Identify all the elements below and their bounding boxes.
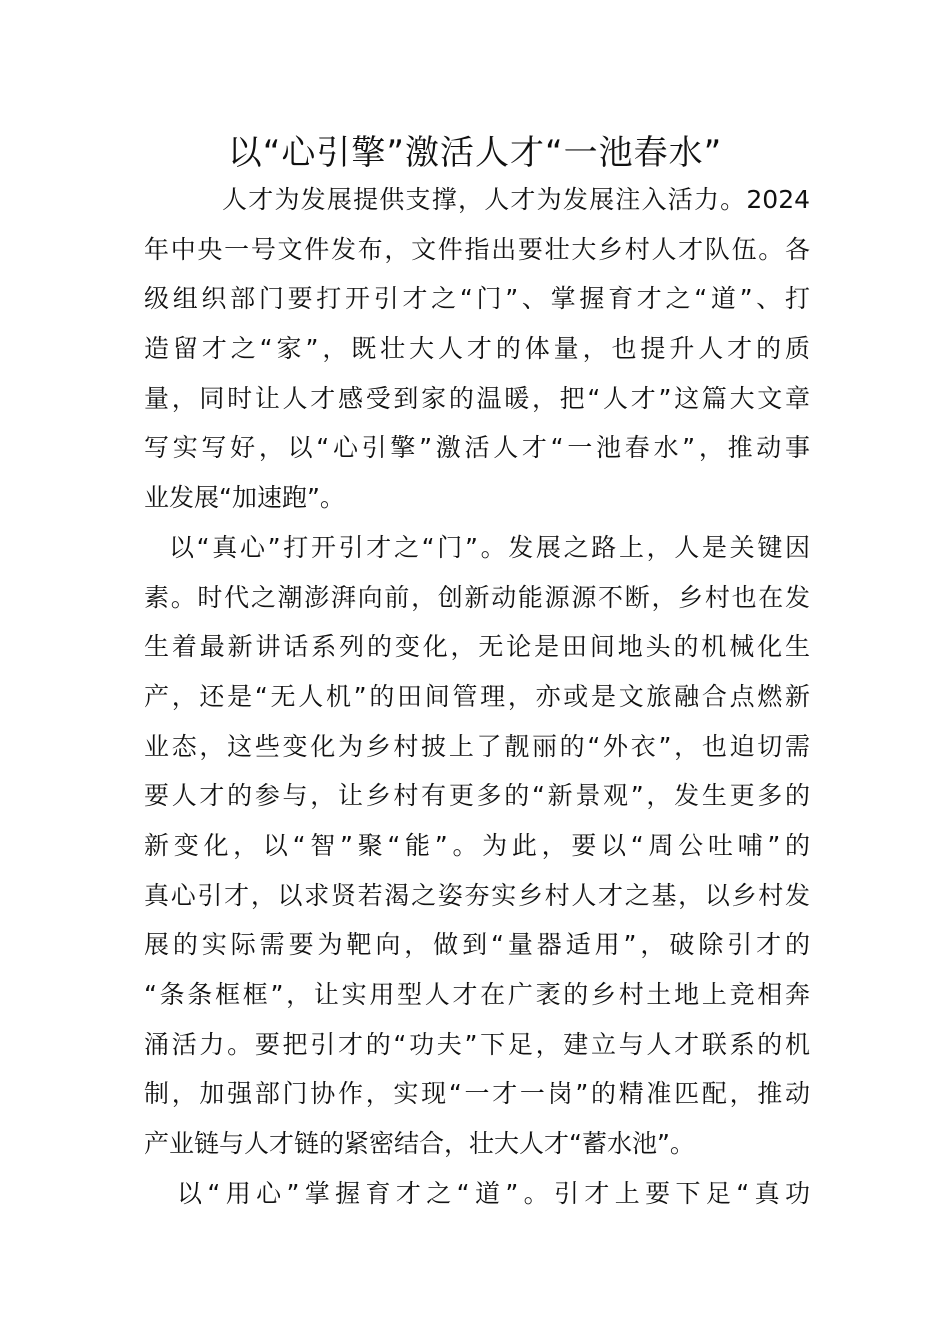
paragraph-intro: [144, 175, 810, 523]
text-line: 业态，这些变化为乡村披上了靓丽的“外衣”，也迫切需: [144, 731, 810, 761]
text-line: 制，加强部门协作，实现“一才一岗”的精准匹配，推动: [144, 1079, 810, 1109]
text-line: 新变化，以“智”聚“能”。为此，要以“周公吐哺”的: [144, 830, 810, 860]
text-line: 量，同时让人才感受到家的温暖，把“人才”这篇大文章: [144, 383, 810, 413]
text-line: 年中央一号文件发布，文件指出要壮大乡村人才队伍。各: [144, 234, 810, 264]
text-line: 生着最新讲话系列的变化，无论是田间地头的机械化生: [144, 632, 810, 662]
text-line: 写实写好，以“心引擎”激活人才“一池春水”，推动事: [144, 433, 810, 463]
text-line: 以“用心”掌握育才之“道”。引才上要下足“真功: [177, 1178, 810, 1208]
document-body: [144, 175, 810, 1218]
text-line: 素。时代之潮澎湃向前，创新动能源源不断，乡村也在发: [144, 582, 810, 612]
paragraph-cultivate-talent: [144, 1169, 810, 1219]
text-line: “条条框框”，让实用型人才在广袤的乡村土地上竞相奔: [144, 980, 810, 1009]
text-line: 业发展“加速跑”。: [144, 483, 345, 513]
text-line: 人才为发展提供支撑，人才为发展注入活力。2024: [222, 185, 810, 214]
document-title: 以“心引擎”激活人才“一池春水”: [227, 133, 723, 173]
text-line: 造留才之“家”，既壮大人才的体量，也提升人才的质: [144, 334, 810, 364]
text-line: 涌活力。要把引才的“功夫”下足，建立与人才联系的机: [144, 1029, 810, 1059]
paragraph-attract-talent: [144, 523, 810, 1169]
text-line: 产，还是“无人机”的田间管理，亦或是文旅融合点燃新: [144, 681, 810, 711]
text-line: 要人才的参与，让乡村有更多的“新景观”，发生更多的: [144, 781, 810, 811]
text-line: 产业链与人才链的紧密结合，壮大人才“蓄水池”。: [144, 1129, 695, 1159]
text-line: 以“真心”打开引才之“门”。发展之路上，人是关键因: [169, 532, 810, 562]
text-line: 展的实际需要为靶向，做到“量器适用”，破除引才的: [144, 930, 810, 960]
text-line: 真心引才，以求贤若渴之姿夯实乡村人才之基，以乡村发: [144, 880, 810, 910]
text-line: 级组织部门要打开引才之“门”、掌握育才之“道”、打: [144, 284, 810, 314]
